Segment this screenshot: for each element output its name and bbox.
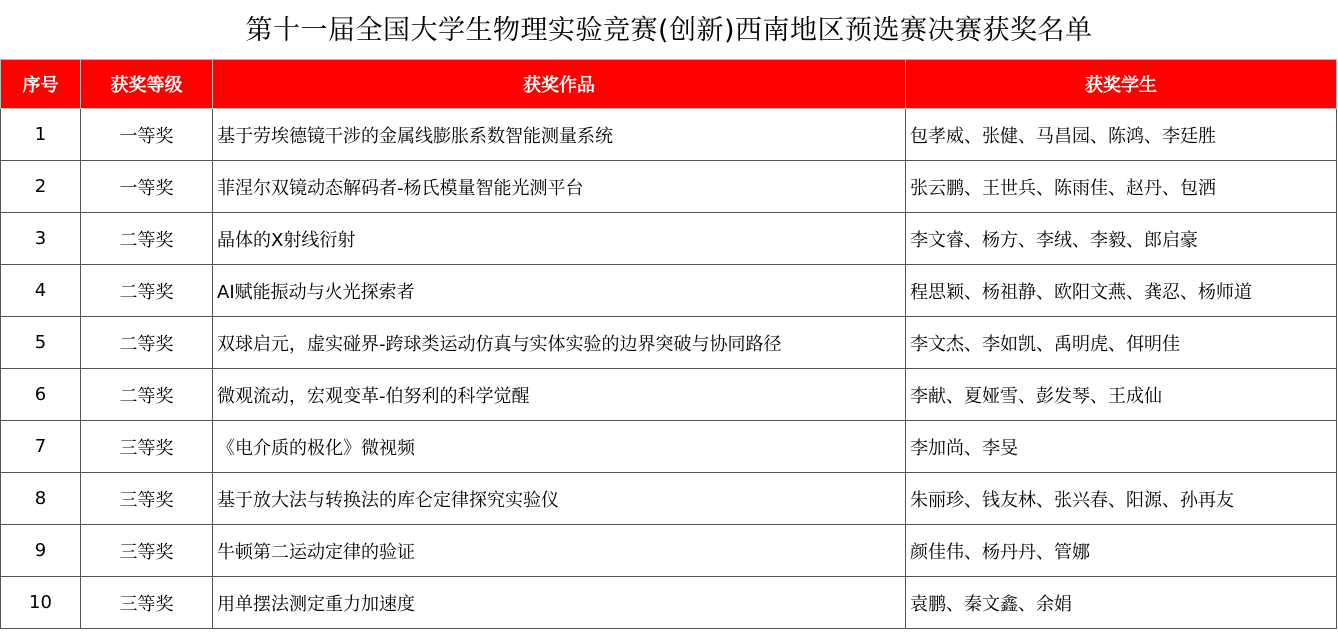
- cell-no: 5: [1, 317, 81, 369]
- cell-work: 双球启元，虚实碰界-跨球类运动仿真与实体实验的边界突破与协同路径: [213, 317, 906, 369]
- cell-students: 袁鹏、秦文鑫、余娟: [906, 577, 1337, 629]
- cell-work: 用单摆法测定重力加速度: [213, 577, 906, 629]
- header-work: 获奖作品: [213, 60, 906, 109]
- cell-level: 二等奖: [81, 265, 213, 317]
- header-students: 获奖学生: [906, 60, 1337, 109]
- cell-work: 基于劳埃德镜干涉的金属线膨胀系数智能测量系统: [213, 109, 906, 161]
- cell-no: 6: [1, 369, 81, 421]
- table-row: [1, 213, 1337, 265]
- cell-students: 程思颖、杨祖静、欧阳文燕、龚忍、杨师道: [906, 265, 1337, 317]
- table-row: [1, 265, 1337, 317]
- table-row: [1, 577, 1337, 629]
- cell-students: 包孝威、张健、马昌园、陈鸿、李廷胜: [906, 109, 1337, 161]
- table-row: [1, 161, 1337, 213]
- cell-work: 晶体的X射线衍射: [213, 213, 906, 265]
- cell-students: 朱丽珍、钱友林、张兴春、阳源、孙再友: [906, 473, 1337, 525]
- cell-no: 10: [1, 577, 81, 629]
- cell-level: 三等奖: [81, 421, 213, 473]
- cell-work: 牛顿第二运动定律的验证: [213, 525, 906, 577]
- cell-students: 李文睿、杨方、李绒、李毅、郎启豪: [906, 213, 1337, 265]
- table-row: [1, 525, 1337, 577]
- cell-no: 1: [1, 109, 81, 161]
- table-row: [1, 421, 1337, 473]
- cell-level: 二等奖: [81, 369, 213, 421]
- cell-students: 颜佳伟、杨丹丹、管娜: [906, 525, 1337, 577]
- cell-work: 《电介质的极化》微视频: [213, 421, 906, 473]
- cell-no: 7: [1, 421, 81, 473]
- cell-no: 4: [1, 265, 81, 317]
- cell-students: 张云鹏、王世兵、陈雨佳、赵丹、包洒: [906, 161, 1337, 213]
- table-row: [1, 473, 1337, 525]
- cell-no: 9: [1, 525, 81, 577]
- page-title: 第十一届全国大学生物理实验竞赛(创新)西南地区预选赛决赛获奖名单: [245, 15, 1093, 46]
- cell-work: AI赋能振动与火光探索者: [213, 265, 906, 317]
- table-row: [1, 317, 1337, 369]
- cell-no: 2: [1, 161, 81, 213]
- awards-table: [0, 59, 1337, 629]
- cell-work: 菲涅尔双镜动态解码者-杨氏模量智能光测平台: [213, 161, 906, 213]
- cell-work: 微观流动，宏观变革-伯努利的科学觉醒: [213, 369, 906, 421]
- table-row: [1, 109, 1337, 161]
- cell-level: 三等奖: [81, 525, 213, 577]
- header-level: 获奖等级: [81, 60, 213, 109]
- header-no: 序号: [1, 60, 81, 109]
- cell-level: 一等奖: [81, 161, 213, 213]
- cell-no: 8: [1, 473, 81, 525]
- table-header-row: [1, 60, 1337, 109]
- cell-work: 基于放大法与转换法的库仑定律探究实验仪: [213, 473, 906, 525]
- cell-level: 三等奖: [81, 473, 213, 525]
- cell-students: 李加尚、李旻: [906, 421, 1337, 473]
- cell-level: 一等奖: [81, 109, 213, 161]
- cell-no: 3: [1, 213, 81, 265]
- cell-level: 三等奖: [81, 577, 213, 629]
- cell-level: 二等奖: [81, 213, 213, 265]
- cell-students: 李文杰、李如凯、禹明虎、佴明佳: [906, 317, 1337, 369]
- cell-students: 李献、夏娅雪、彭发琴、王成仙: [906, 369, 1337, 421]
- cell-level: 二等奖: [81, 317, 213, 369]
- table-row: [1, 369, 1337, 421]
